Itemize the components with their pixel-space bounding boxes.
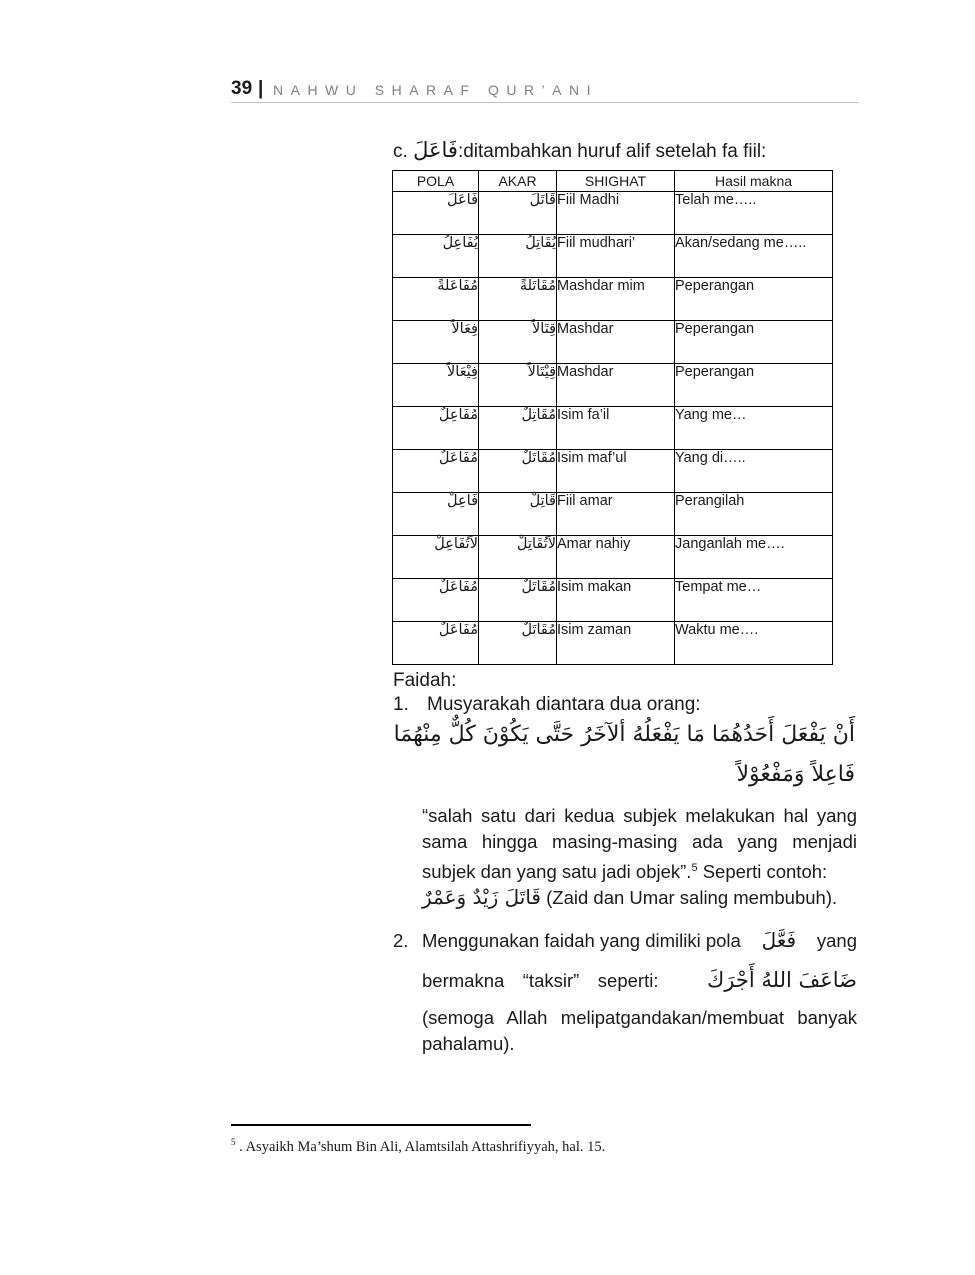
footnote-text: . Asyaikh Ma’shum Bin Ali, Alamtsilah Attashrifiyyah, hal. 15.: [235, 1138, 606, 1155]
makna-cell: Telah me…..: [675, 192, 833, 235]
pola-cell: مُفَاعَلٌ: [393, 450, 479, 493]
header-separator: |: [258, 78, 264, 99]
item2-word-seperti: seperti:: [597, 970, 659, 991]
pola-cell: فِعَالاً: [393, 321, 479, 364]
shighat-cell: Fiil Madhi: [557, 192, 675, 235]
quote-tail: Seperti contoh:: [697, 861, 828, 883]
definition-quote: [422, 803, 857, 885]
table-row: [393, 192, 833, 235]
item-number: 2.: [393, 930, 409, 951]
makna-cell: Yang me…: [675, 407, 833, 450]
shighat-cell: Fiil amar: [557, 493, 675, 536]
makna-cell: Peperangan: [675, 278, 833, 321]
arabic-definition-line-1: أَنْ يَفْعَلَ أَحَدُهُمَا مَا يَفْعَلُهُ ألآخَرُ حَتَّى يَكُوْنَ كُلٌّ مِنْهُمَا: [393, 722, 855, 747]
item2-translation: (semoga Allah melipatgandakan/membuat banyak pahalamu).: [422, 1007, 857, 1054]
table-row: [393, 536, 833, 579]
akar-cell: قِتَالاً: [479, 321, 557, 364]
pola-cell: مُفَاعَلٌ: [393, 622, 479, 665]
item2-word-bermakna: bermakna: [422, 970, 505, 991]
column-header-pola: POLA: [393, 171, 479, 192]
pola-cell: لاَتُفَاعِلْ: [393, 536, 479, 579]
pola-cell: مُفَاعِلٌ: [393, 407, 479, 450]
table-row: [393, 364, 833, 407]
table-row: [393, 579, 833, 622]
footnote: [231, 1137, 605, 1156]
akar-cell: مُقَاتَلٌ: [479, 622, 557, 665]
akar-cell: قِيْتَالاً: [479, 364, 557, 407]
akar-cell: لاَتُقَاتِلْ: [479, 536, 557, 579]
intro-text: :ditambahkan huruf alif setelah fa fiil:: [457, 141, 767, 162]
faidah-item-2-line-1: [422, 928, 857, 952]
section-label: c.: [393, 141, 408, 162]
shighat-cell: Isim maf’ul: [557, 450, 675, 493]
item2-word-taksir: “taksir”: [522, 970, 580, 991]
item-title: Musyarakah diantara dua orang:: [427, 694, 701, 715]
footnote-number: 5: [231, 1137, 236, 1147]
table-row: [393, 450, 833, 493]
pola-cell: فَاعَلَ: [393, 192, 479, 235]
item2-example-arabic: ضَاعَفَ اللهُ أَجْرَكَ: [706, 968, 857, 992]
arabic-definition-line-2: فَاعِلاً وَمَفْعُوْلاً: [736, 762, 855, 787]
akar-cell: يُقَاتِلُ: [479, 235, 557, 278]
column-header-akar: AKAR: [479, 171, 557, 192]
shighat-cell: Mashdar mim: [557, 278, 675, 321]
faidah-item-2-line-2: [422, 968, 857, 992]
table-row: [393, 321, 833, 364]
running-title: NAHWU SHARAF QUR’ANI: [273, 82, 599, 98]
shighat-cell: Fiil mudhari’: [557, 235, 675, 278]
item2-pola-arabic: فَعَّلَ: [761, 928, 797, 952]
pola-cell: مُفَاعَلَةً: [393, 278, 479, 321]
faidah-heading: Faidah:: [393, 670, 457, 691]
makna-cell: Perangilah: [675, 493, 833, 536]
pola-cell: يُفَاعِلُ: [393, 235, 479, 278]
faidah-item-1-title: [393, 694, 701, 716]
table-row: [393, 622, 833, 665]
shighat-cell: Mashdar: [557, 321, 675, 364]
shighat-cell: Amar nahiy: [557, 536, 675, 579]
item2-text-before: Menggunakan faidah yang dimiliki pola: [422, 930, 741, 951]
makna-cell: Tempat me…: [675, 579, 833, 622]
pola-cell: فَاعِلْ: [393, 493, 479, 536]
example-line: [422, 885, 837, 909]
makna-cell: Peperangan: [675, 321, 833, 364]
pola-cell: مُفَاعَلٌ: [393, 579, 479, 622]
intro-arabic-pattern: فَاعَلَ: [413, 138, 458, 162]
makna-cell: Akan/sedang me…..: [675, 235, 833, 278]
shighat-cell: Isim makan: [557, 579, 675, 622]
shighat-cell: Isim fa’il: [557, 407, 675, 450]
section-intro: [393, 138, 766, 163]
item-number: 1.: [393, 694, 409, 715]
makna-cell: Waktu me….: [675, 622, 833, 665]
column-header-shighat: SHIGHAT: [557, 171, 675, 192]
example-arabic: قَاتَلَ زَيْدٌ وَعَمْرٌ: [422, 885, 541, 909]
makna-cell: Peperangan: [675, 364, 833, 407]
example-translation: (Zaid dan Umar saling membubuh).: [546, 887, 838, 908]
shighat-cell: Mashdar: [557, 364, 675, 407]
akar-cell: قَاتِلْ: [479, 493, 557, 536]
footnote-ref[interactable]: 5: [691, 862, 698, 874]
table-row: [393, 493, 833, 536]
akar-cell: مُقَاتِلٌ: [479, 407, 557, 450]
page-number: 39: [231, 78, 253, 99]
akar-cell: قَاتَلَ: [479, 192, 557, 235]
table-row: [393, 235, 833, 278]
shighat-cell: Isim zaman: [557, 622, 675, 665]
pola-cell: فِيْعَالاً: [393, 364, 479, 407]
akar-cell: مُقَاتَلَةً: [479, 278, 557, 321]
makna-cell: Yang di…..: [675, 450, 833, 493]
table-header-row: [393, 171, 833, 192]
column-header-makna: Hasil makna: [675, 171, 833, 192]
table-row: [393, 407, 833, 450]
page-header: [231, 76, 859, 103]
pattern-table: [392, 170, 833, 665]
table-row: [393, 278, 833, 321]
akar-cell: مُقَاتَلٌ: [479, 579, 557, 622]
footnote-divider: [231, 1124, 531, 1126]
item2-text-after: yang: [816, 930, 857, 951]
makna-cell: Janganlah me….: [675, 536, 833, 579]
akar-cell: مُقَاتَلٌ: [479, 450, 557, 493]
quote-text: “salah satu dari kedua subjek melakukan hal yang sama hingga masing-masing ada yang menjadi subjek dan yang satu jadi objek”.: [422, 805, 857, 883]
